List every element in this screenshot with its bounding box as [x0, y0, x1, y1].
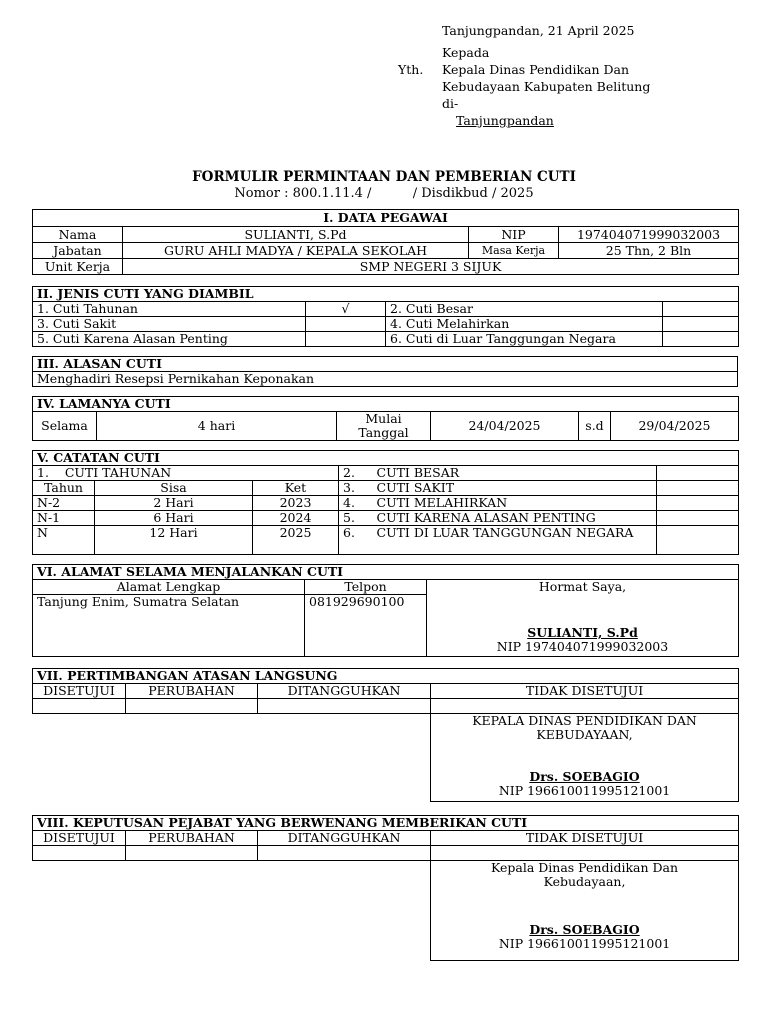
check-box[interactable] [663, 317, 739, 332]
opt-box[interactable] [33, 699, 126, 714]
signer-nip: NIP 197404071999032003 [496, 639, 669, 654]
opt-perubahan: PERUBAHAN [126, 831, 258, 846]
section-heading: I. DATA PEGAWAI [33, 210, 739, 227]
alamat-label: Alamat Lengkap [33, 580, 305, 595]
catatan-box[interactable] [657, 511, 739, 526]
section-alasan-cuti [32, 356, 738, 387]
section-alamat-cuti [32, 564, 739, 657]
jenis-cuti-option: 6. Cuti di Luar Tanggungan Negara [386, 332, 663, 347]
nip-label: NIP [469, 227, 559, 243]
catatan-num: 5. [339, 511, 373, 526]
jenis-cuti-option: 3. Cuti Sakit [33, 317, 306, 332]
recipient-city: Tanjungpandan [456, 113, 554, 128]
col-tahun: Tahun [33, 481, 95, 496]
opt-perubahan: PERUBAHAN [126, 684, 258, 699]
opt-tidak-disetujui: TIDAK DISETUJUI [431, 831, 739, 846]
recipient-line1: Kepala Dinas Pendidikan Dan [442, 62, 630, 77]
catatan-num: 4. [339, 496, 373, 511]
pejabat-signature [431, 861, 739, 961]
section-heading: IV. LAMANYA CUTI [33, 397, 739, 412]
recipient-block [442, 44, 650, 129]
selama-label: Selama [33, 412, 97, 441]
sisa-cell: 6 Hari [95, 511, 253, 526]
mulai-tanggal-value: 24/04/2025 [431, 412, 579, 441]
di-text: di- [442, 96, 459, 111]
catatan-label: CUTI MELAHIRKAN [373, 496, 657, 511]
ket-cell: 2025 [253, 526, 339, 555]
yth-label [398, 61, 423, 78]
jabatan-value: GURU AHLI MADYA / KEPALA SEKOLAH [123, 243, 469, 259]
tahun-cell: N-1 [33, 511, 95, 526]
opt-box[interactable] [126, 846, 258, 861]
check-box[interactable] [306, 317, 386, 332]
signer-name: Drs. SOEBAGIO [529, 769, 640, 784]
catatan-box[interactable] [657, 466, 739, 481]
selama-value: 4 hari [97, 412, 337, 441]
check-box[interactable] [306, 332, 386, 347]
telpon-value: 081929690100 [305, 595, 427, 657]
section-data-pegawai [32, 209, 739, 275]
catatan-label: CUTI BESAR [373, 466, 657, 481]
ket-cell: 2023 [253, 496, 339, 511]
form-number: Nomor : 800.1.11.4 / / Disdikbud / 2025 [234, 186, 534, 201]
opt-tidak-disetujui: TIDAK DISETUJUI [431, 684, 739, 699]
signer-name: SULIANTI, S.Pd [527, 625, 638, 640]
sisa-cell: 2 Hari [95, 496, 253, 511]
jenis-cuti-option: 2. Cuti Besar [386, 302, 663, 317]
opt-box[interactable] [431, 699, 739, 714]
opt-box[interactable] [258, 699, 431, 714]
opt-ditangguhkan: DITANGGUHKAN [258, 684, 431, 699]
yth-text: Yth. [398, 62, 424, 77]
alamat-value: Tanjung Enim, Sumatra Selatan [33, 595, 305, 657]
catatan-box[interactable] [657, 496, 739, 511]
jenis-cuti-option: 4. Cuti Melahirkan [386, 317, 663, 332]
signer-title: KEPALA DINAS PENDIDIKAN DAN KEBUDAYAAN, [472, 713, 697, 742]
atasan-signature [431, 714, 739, 802]
hormat-saya: Hormat Saya, [538, 579, 627, 594]
masa-kerja-label: Masa Kerja [469, 243, 559, 259]
check-box[interactable] [663, 302, 739, 317]
nama-value: SULIANTI, S.Pd [123, 227, 469, 243]
section-heading: III. ALASAN CUTI [33, 357, 738, 372]
signer-nip: NIP 196610011995121001 [498, 783, 671, 798]
opt-box[interactable] [258, 846, 431, 861]
catatan-num: 3. [339, 481, 373, 496]
cuti-tahunan-label: 1. CUTI TAHUNAN [33, 466, 339, 481]
empty-space [33, 714, 431, 802]
jabatan-label: Jabatan [33, 243, 123, 259]
catatan-box[interactable] [657, 481, 739, 496]
nama-label: Nama [33, 227, 123, 243]
section-heading: VII. PERTIMBANGAN ATASAN LANGSUNG [33, 669, 739, 684]
section-catatan-cuti [32, 450, 739, 555]
pemohon-signature [427, 580, 739, 657]
tahun-cell: N [33, 526, 95, 555]
recipient-line2: Kebudayaan Kabupaten Belitung [442, 79, 651, 94]
jenis-cuti-option: 1. Cuti Tahunan [33, 302, 306, 317]
unit-kerja-value: SMP NEGERI 3 SIJUK [123, 259, 739, 275]
sampai-tanggal-value: 29/04/2025 [611, 412, 739, 441]
telpon-label: Telpon [305, 580, 427, 595]
opt-box[interactable] [33, 846, 126, 861]
section-jenis-cuti [32, 286, 739, 347]
signer-nip: NIP 196610011995121001 [498, 936, 671, 951]
tahun-cell: N-2 [33, 496, 95, 511]
letter-header [442, 22, 634, 39]
masa-kerja-value: 25 Thn, 2 Bln [559, 243, 739, 259]
section-heading: II. JENIS CUTI YANG DIAMBIL [33, 287, 739, 302]
col-ket: Ket [253, 481, 339, 496]
signer-title: Kepala Dinas Pendidikan Dan Kebudayaan, [490, 860, 679, 889]
sisa-cell: 12 Hari [95, 526, 253, 555]
col-sisa: Sisa [95, 481, 253, 496]
catatan-num: 2. [339, 466, 373, 481]
jenis-cuti-option: 5. Cuti Karena Alasan Penting [33, 332, 306, 347]
alasan-cuti-value: Menghadiri Resepsi Pernikahan Keponakan [33, 372, 738, 387]
catatan-box[interactable] [657, 526, 739, 555]
empty-space [33, 861, 431, 961]
opt-box[interactable] [431, 846, 739, 861]
signer-name: Drs. SOEBAGIO [529, 922, 640, 937]
check-mark[interactable]: √ [306, 302, 386, 317]
section-heading: VIII. KEPUTUSAN PEJABAT YANG BERWENANG MEMBERIKAN CUTI [33, 816, 739, 831]
place-date: Tanjungpandan, 21 April 2025 [442, 23, 635, 38]
unit-kerja-label: Unit Kerja [33, 259, 123, 275]
catatan-label: CUTI SAKIT [373, 481, 657, 496]
opt-box[interactable] [126, 699, 258, 714]
opt-ditangguhkan: DITANGGUHKAN [258, 831, 431, 846]
kepada-text: Kepada [442, 45, 490, 60]
section-heading: VI. ALAMAT SELAMA MENJALANKAN CUTI [33, 565, 739, 580]
sd-label: s.d [579, 412, 611, 441]
opt-disetujui: DISETUJUI [33, 684, 126, 699]
nip-value: 197404071999032003 [559, 227, 739, 243]
mulai-tanggal-label: Mulai Tanggal [337, 412, 431, 441]
catatan-label: CUTI DI LUAR TANGGUNGAN NEGARA [373, 526, 657, 555]
section-lamanya-cuti [32, 396, 739, 441]
opt-disetujui: DISETUJUI [33, 831, 126, 846]
catatan-num: 6. [339, 526, 373, 555]
check-box[interactable] [663, 332, 739, 347]
section-keputusan-pejabat [32, 815, 739, 961]
ket-cell: 2024 [253, 511, 339, 526]
catatan-label: CUTI KARENA ALASAN PENTING [373, 511, 657, 526]
form-title: FORMULIR PERMINTAAN DAN PEMBERIAN CUTI [192, 169, 576, 185]
section-pertimbangan-atasan [32, 668, 739, 802]
section-heading: V. CATATAN CUTI [33, 451, 739, 466]
